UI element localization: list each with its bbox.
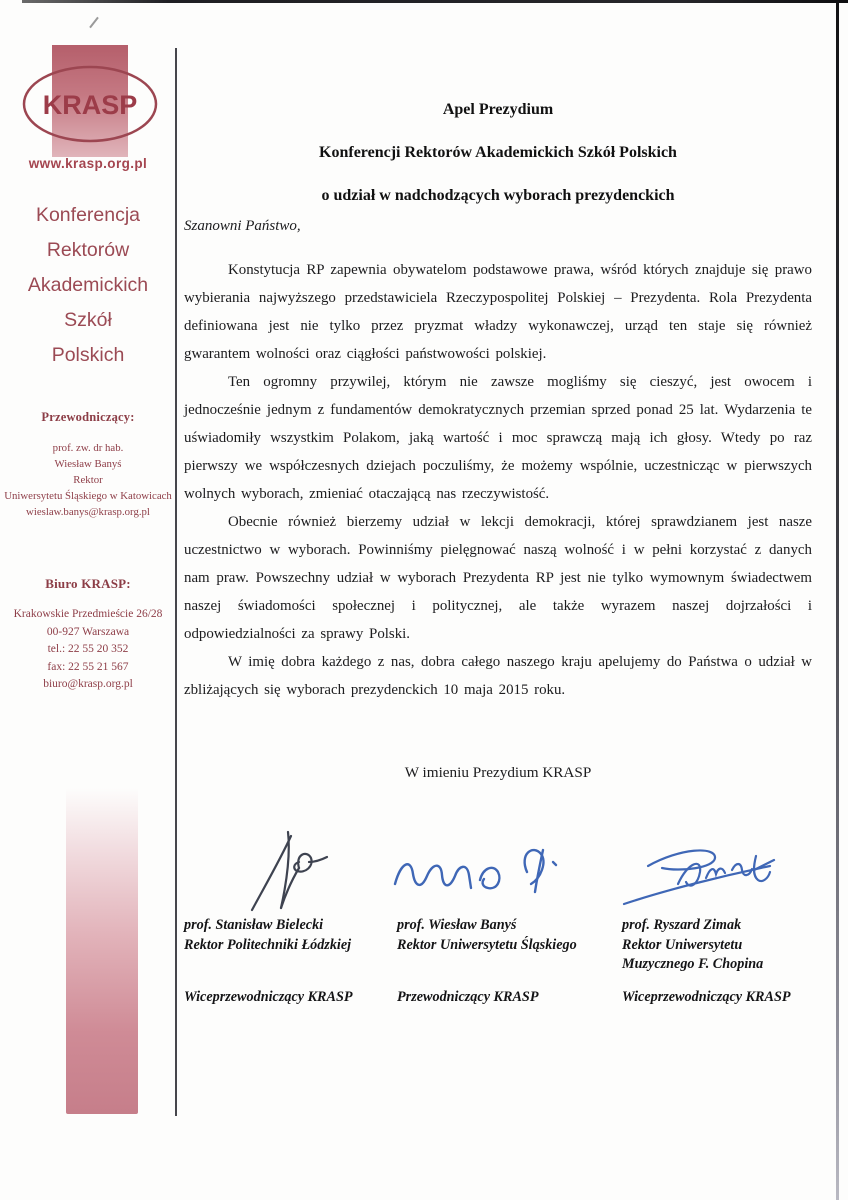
paragraph-1: Konstytucja RP zapewnia obywatelom podstawowe prawa, wśród których znajduje się prawo wybierania najwyższego przedstawiciela Rzeczypospolitej Polskiej – Prezydenta. Rola Prezydenta definiowana jest nie tylko przez pryzmat władzy wykonawczej, urząd ten staje się również gwarantem wolności oraz ciągłości państwowości polskiej.: [184, 262, 812, 362]
paragraph-4: W imię dobra każdego z nas, dobra całego naszego kraju apelujemy do Państwa o udział w zbliżających się wyborach prezydenckich 10 maja 2015 roku.: [184, 654, 812, 698]
signatory-name: prof. Ryszard Zimak: [622, 917, 742, 933]
signatory-affiliation: Rektor Uniwersytetu Śląskiego: [397, 936, 577, 953]
org-name-line: Konferencja: [35, 204, 141, 226]
org-name-line: Akademickich: [27, 274, 149, 296]
chairman-email: wieslaw.banys@krasp.org.pl: [26, 506, 150, 518]
signature-bielecki-icon: [235, 824, 335, 919]
chairman-heading: Przewodniczący:: [41, 410, 135, 424]
chairman-univ: Uniwersytetu Śląskiego w Katowicach: [4, 490, 172, 502]
krasp-logo-icon: [2, 42, 174, 172]
office-email: biuro@krasp.org.pl: [43, 678, 133, 690]
signature-banys-icon: [385, 838, 565, 906]
letter-paragraphs: [184, 256, 812, 704]
website-url: www.krasp.org.pl: [28, 156, 148, 171]
org-name-line: Rektorów: [46, 239, 130, 261]
signature-zimak-icon: [618, 840, 788, 912]
signatory-affiliation: Rektor Politechniki Łódzkiej: [184, 936, 352, 953]
signatory-zimak: [622, 916, 824, 975]
krasp-logo: [2, 42, 174, 172]
scan-edge-right: [836, 0, 839, 1200]
paragraph-3: Obecnie również bierzemy udział w lekcji demokracji, której sprawdzianem jest nasze uczestnictwo w wyborach. Powinniśmy pielęgnować naszą wolność i w pełni korzystać z danych nam praw. Powszechny udział w wyborach Prezydenta RP jest nie tylko wymownym świadectwem naszej świadomości społecznej i politycznej, ale także wyrazem naszej dojrzałości i odpowiedzialności za sprawy Polski.: [184, 514, 812, 642]
sidebar: [0, 0, 176, 1200]
signatory-role: Wiceprzewodniczący KRASP: [184, 989, 353, 1005]
office-details: [0, 606, 176, 694]
org-name-line: Polskich: [51, 344, 125, 366]
signatory-role: Przewodniczący KRASP: [397, 989, 539, 1005]
paragraph-2: Ten ogromny przywilej, którym nie zawsze mogliśmy się cieszyć, jest owocem i jednocześnie jednym z fundamentów demokratycznych przemian sprzed ponad 25 lat. Wydarzenia te uświadomiły wszystkim Polakom, jaką wartość i moc sprawczą mają ich głosy. Wtedy po raz pierwszy we współczesnych dziejach poczuliśmy, że możemy wspólnie, uczestnicząc w pierwszych wolnych wyborach, zmieniać otaczającą nas rzeczywistość.: [184, 374, 812, 502]
chairman-title: Rektor: [73, 474, 103, 486]
closing-line: W imieniu Prezydium KRASP: [404, 764, 592, 781]
signatory-bielecki: [184, 916, 397, 975]
office-address-city: 00-927 Warszawa: [46, 625, 130, 638]
chairman-degree: prof. zw. dr hab.: [52, 442, 124, 454]
org-name-line: Szkół: [64, 309, 112, 331]
signatory-roles: [184, 988, 824, 1008]
chairman-details: [0, 440, 176, 520]
organization-name: [0, 198, 176, 373]
signatories: [184, 916, 824, 975]
decorative-gradient-bar: [66, 788, 138, 1114]
signatory-name: prof. Stanisław Bielecki: [184, 917, 324, 933]
chairman-name: Wiesław Banyś: [54, 458, 122, 470]
signatory-name: prof. Wiesław Banyś: [397, 917, 517, 933]
office-heading: Biuro KRASP:: [45, 576, 131, 591]
office-fax: fax: 22 55 21 567: [47, 660, 129, 673]
sidebar-divider-line: [175, 48, 177, 1116]
title-line-2: Konferencji Rektorów Akademickich Szkół Polskich: [319, 144, 677, 161]
svg-text:KRASP: KRASP: [42, 90, 138, 120]
office-phone: tel.: 22 55 20 352: [47, 643, 129, 655]
letter-title: [184, 88, 812, 217]
signatory-affiliation: Rektor Uniwersytetu Muzycznego F. Chopina: [622, 936, 764, 972]
office-address-street: Krakowskie Przedmieście 26/28: [13, 608, 163, 620]
signatory-role: Wiceprzewodniczący KRASP: [622, 989, 791, 1005]
title-line-1: Apel Prezydium: [442, 101, 554, 118]
title-line-3: o udział w nadchodzących wyborach prezydenckich: [321, 187, 675, 204]
signatory-banys: [397, 916, 622, 975]
salutation: Szanowni Państwo,: [184, 218, 301, 234]
